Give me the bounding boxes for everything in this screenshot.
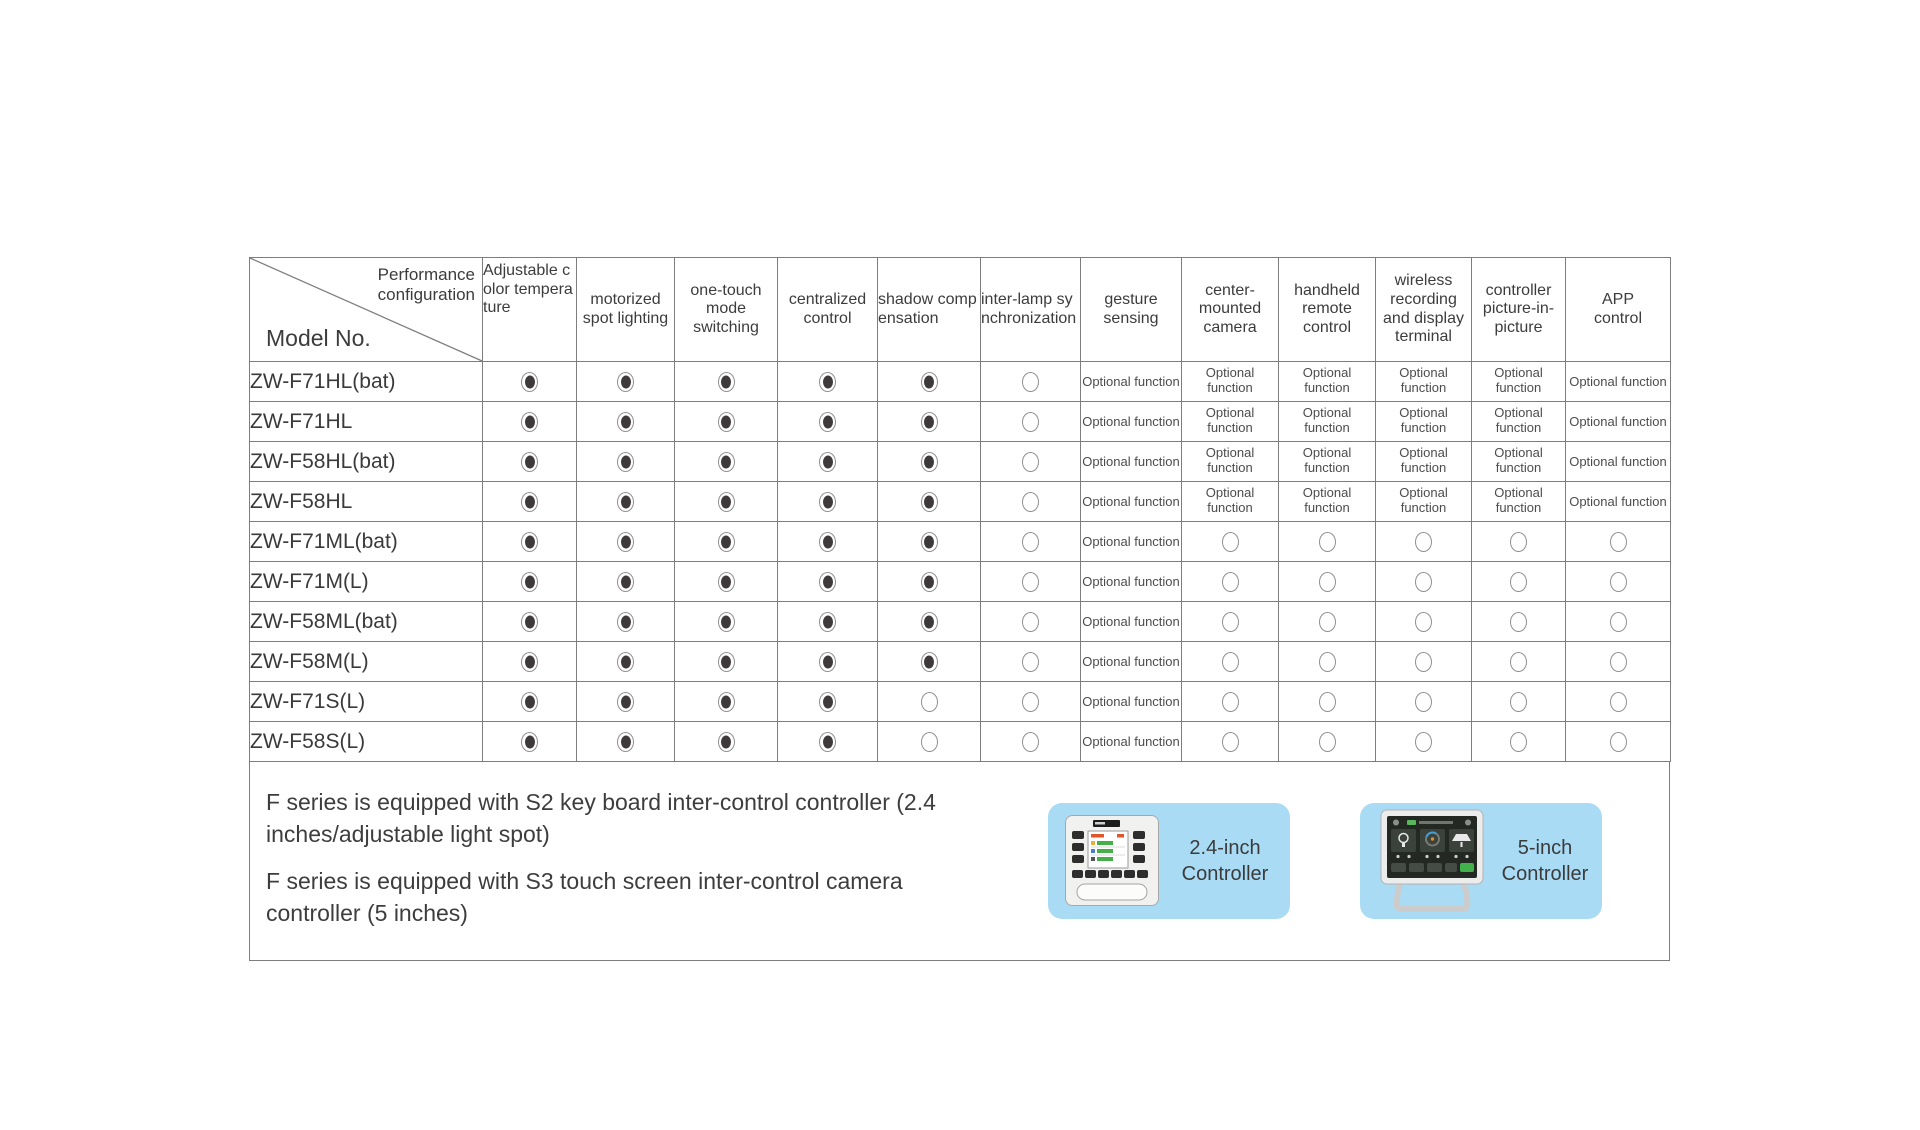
empty-circle-icon [1610,652,1627,672]
empty-circle-icon [1022,572,1039,592]
filled-circle-icon [718,612,735,632]
feature-included-cell [778,402,878,442]
feature-not-included-cell [1279,682,1376,722]
feature-optional-function-cell [1081,722,1182,762]
feature-not-included-cell [1566,602,1671,642]
empty-circle-icon [1319,572,1336,592]
feature-optional-function-cell [1472,442,1566,482]
filled-circle-icon [617,652,634,672]
empty-circle-icon [1319,612,1336,632]
filled-circle-icon [921,652,938,672]
optional-function-text: Optional function [1205,485,1255,515]
feature-not-included-cell [1472,562,1566,602]
feature-included-cell [778,602,878,642]
feature-not-included-cell [1182,642,1279,682]
empty-circle-icon [1510,612,1527,632]
empty-circle-icon [1510,532,1527,552]
filled-circle-icon [718,532,735,552]
filled-circle-icon [718,732,735,752]
controller-2-4-inch-label: 2.4-inch Controller [1181,837,1269,885]
feature-not-included-cell [1376,522,1472,562]
feature-included-cell [577,402,675,442]
note-s3-controller: F series is equipped with S3 touch screen inter-control camera controller (5 inches) [266,868,903,926]
filled-circle-icon [921,372,938,392]
feature-included-cell [778,442,878,482]
feature-optional-function-cell [1182,482,1279,522]
feature-included-cell [483,362,577,402]
optional-function-text: Optional function [1569,493,1667,509]
model-cell: ZW-F71S(L) [250,682,483,722]
feature-included-cell [483,682,577,722]
optional-function-text: Optional function [1205,365,1255,395]
optional-function-text: Optional function [1082,653,1180,669]
feature-optional-function-cell [1376,402,1472,442]
feature-not-included-cell [981,602,1081,642]
feature-included-cell [675,642,778,682]
filled-circle-icon [617,572,634,592]
feature-included-cell [483,642,577,682]
feature-optional-function-cell [1279,442,1376,482]
empty-circle-icon [1415,652,1432,672]
table-row [250,402,1671,442]
optional-function-text: Optional function [1302,365,1352,395]
feature-not-included-cell [1472,522,1566,562]
filled-circle-icon [521,572,538,592]
optional-function-text: Optional function [1082,613,1180,629]
column-header-inter-lamp-synchronization: inter-lamp synchronization [981,258,1081,362]
feature-included-cell [778,682,878,722]
optional-function-text: Optional function [1494,365,1543,395]
feature-optional-function-cell [1376,362,1472,402]
feature-optional-function-cell [1566,442,1671,482]
feature-not-included-cell [1566,522,1671,562]
feature-included-cell [577,642,675,682]
feature-not-included-cell [1182,522,1279,562]
filled-circle-icon [617,532,634,552]
filled-circle-icon [819,532,836,552]
column-header-controller-picture-in-picture: controller picture-in-picture [1472,258,1566,362]
column-header-gesture-sensing: gesture sensing [1081,258,1182,362]
controller-5-inch-label: 5-inch Controller [1501,837,1589,885]
column-header-adjustable-color-temperature: Adjustable color temperature [483,258,577,362]
feature-optional-function-cell [1081,442,1182,482]
filled-circle-icon [921,572,938,592]
feature-not-included-cell [1376,562,1472,602]
feature-optional-function-cell [1279,482,1376,522]
optional-function-text: Optional function [1082,533,1180,549]
empty-circle-icon [1415,532,1432,552]
feature-included-cell [577,722,675,762]
table-row [250,642,1671,682]
feature-included-cell [675,682,778,722]
table-row [250,362,1671,402]
filled-circle-icon [521,732,538,752]
feature-included-cell [778,362,878,402]
feature-included-cell [483,442,577,482]
table-row [250,602,1671,642]
optional-function-text: Optional function [1082,373,1180,389]
feature-optional-function-cell [1566,482,1671,522]
feature-not-included-cell [1182,722,1279,762]
optional-function-text: Optional function [1494,485,1543,515]
filled-circle-icon [921,452,938,472]
column-header-app-control: APP control [1566,258,1671,362]
performance-table [249,257,1671,762]
empty-circle-icon [1610,732,1627,752]
filled-circle-icon [617,732,634,752]
feature-included-cell [675,402,778,442]
filled-circle-icon [819,492,836,512]
feature-included-cell [778,722,878,762]
feature-optional-function-cell [1182,402,1279,442]
feature-optional-function-cell [1472,402,1566,442]
optional-function-text: Optional function [1302,485,1352,515]
feature-included-cell [675,362,778,402]
empty-circle-icon [1022,732,1039,752]
feature-optional-function-cell [1081,522,1182,562]
feature-not-included-cell [981,642,1081,682]
feature-included-cell [577,442,675,482]
optional-function-text: Optional function [1205,445,1255,475]
feature-optional-function-cell [1182,442,1279,482]
feature-not-included-cell [1279,602,1376,642]
footer-notes [266,786,936,944]
table-row [250,562,1671,602]
model-cell: ZW-F58ML(bat) [250,602,483,642]
optional-function-text: Optional function [1082,573,1180,589]
optional-function-text: Optional function [1205,405,1255,435]
feature-included-cell [878,642,981,682]
filled-circle-icon [819,652,836,672]
feature-not-included-cell [1376,642,1472,682]
optional-function-text: Optional function [1399,485,1448,515]
feature-included-cell [675,482,778,522]
optional-function-text: Optional function [1569,413,1667,429]
filled-circle-icon [819,692,836,712]
optional-function-text: Optional function [1302,445,1352,475]
filled-circle-icon [617,612,634,632]
feature-optional-function-cell [1081,402,1182,442]
feature-optional-function-cell [1376,482,1472,522]
feature-not-included-cell [1566,562,1671,602]
filled-circle-icon [819,732,836,752]
table-row [250,482,1671,522]
column-header-handheld-remote-control: handheld remote control [1279,258,1376,362]
feature-included-cell [483,562,577,602]
feature-included-cell [778,522,878,562]
feature-not-included-cell [1566,722,1671,762]
feature-not-included-cell [981,362,1081,402]
feature-not-included-cell [1279,642,1376,682]
filled-circle-icon [718,572,735,592]
feature-included-cell [483,722,577,762]
filled-circle-icon [521,492,538,512]
feature-not-included-cell [1566,682,1671,722]
feature-included-cell [878,442,981,482]
filled-circle-icon [819,612,836,632]
feature-not-included-cell [981,482,1081,522]
filled-circle-icon [718,452,735,472]
empty-circle-icon [1610,612,1627,632]
filled-circle-icon [521,452,538,472]
feature-not-included-cell [1472,602,1566,642]
empty-circle-icon [1022,492,1039,512]
empty-circle-icon [1610,692,1627,712]
feature-not-included-cell [1279,722,1376,762]
empty-circle-icon [1510,732,1527,752]
feature-included-cell [577,362,675,402]
empty-circle-icon [1415,732,1432,752]
feature-optional-function-cell [1182,362,1279,402]
feature-included-cell [878,482,981,522]
feature-not-included-cell [1182,602,1279,642]
feature-included-cell [675,722,778,762]
feature-optional-function-cell [1566,402,1671,442]
feature-included-cell [878,522,981,562]
feature-not-included-cell [981,722,1081,762]
filled-circle-icon [819,452,836,472]
feature-included-cell [483,482,577,522]
filled-circle-icon [617,492,634,512]
feature-not-included-cell [981,402,1081,442]
optional-function-text: Optional function [1082,413,1180,429]
column-header-wireless-recording-and-display-terminal: wireless recording and display terminal [1376,258,1472,362]
filled-circle-icon [921,532,938,552]
feature-optional-function-cell [1376,442,1472,482]
empty-circle-icon [1222,612,1239,632]
feature-included-cell [577,682,675,722]
empty-circle-icon [1510,572,1527,592]
empty-circle-icon [1222,652,1239,672]
column-header-one-touch-mode-switching: one-touch mode switching [675,258,778,362]
model-cell: ZW-F58HL(bat) [250,442,483,482]
filled-circle-icon [521,612,538,632]
feature-not-included-cell [1376,602,1472,642]
optional-function-text: Optional function [1494,445,1543,475]
controller-card-5-inch [1360,803,1602,919]
empty-circle-icon [1022,452,1039,472]
optional-function-text: Optional function [1569,373,1667,389]
empty-circle-icon [1510,652,1527,672]
filled-circle-icon [617,412,634,432]
column-header-center-mounted-camera: center-mounted camera [1182,258,1279,362]
feature-not-included-cell [1279,522,1376,562]
feature-optional-function-cell [1081,642,1182,682]
optional-function-text: Optional function [1399,405,1448,435]
feature-included-cell [878,362,981,402]
feature-included-cell [483,402,577,442]
empty-circle-icon [1415,692,1432,712]
empty-circle-icon [1319,732,1336,752]
feature-included-cell [878,402,981,442]
feature-not-included-cell [1376,722,1472,762]
controller-2-4-inch-image [1064,814,1160,908]
model-cell: ZW-F71ML(bat) [250,522,483,562]
feature-not-included-cell [1472,682,1566,722]
filled-circle-icon [521,652,538,672]
controller-card-2-4-inch [1048,803,1290,919]
filled-circle-icon [521,372,538,392]
empty-circle-icon [1022,532,1039,552]
filled-circle-icon [819,372,836,392]
feature-included-cell [675,602,778,642]
empty-circle-icon [1510,692,1527,712]
feature-not-included-cell [1472,642,1566,682]
note-s2-controller: F series is equipped with S2 key board inter-control controller (2.4 inches/adjustable light spot) [266,789,936,847]
empty-circle-icon [1319,692,1336,712]
optional-function-text: Optional function [1399,445,1448,475]
table-row [250,442,1671,482]
filled-circle-icon [718,412,735,432]
filled-circle-icon [718,692,735,712]
feature-included-cell [577,482,675,522]
table-row [250,522,1671,562]
footer-section [249,762,1670,961]
model-cell: ZW-F71HL(bat) [250,362,483,402]
filled-circle-icon [521,692,538,712]
corner-model-label: Model No. [266,325,371,352]
feature-not-included-cell [1279,562,1376,602]
optional-function-text: Optional function [1569,453,1667,469]
filled-circle-icon [921,492,938,512]
feature-optional-function-cell [1081,562,1182,602]
feature-included-cell [577,522,675,562]
feature-not-included-cell [1472,722,1566,762]
empty-circle-icon [1319,652,1336,672]
model-cell: ZW-F58S(L) [250,722,483,762]
empty-circle-icon [1022,612,1039,632]
feature-included-cell [878,602,981,642]
empty-circle-icon [1222,732,1239,752]
empty-circle-icon [1415,612,1432,632]
empty-circle-icon [1022,372,1039,392]
feature-not-included-cell [981,682,1081,722]
feature-included-cell [675,562,778,602]
optional-function-text: Optional function [1082,693,1180,709]
empty-circle-icon [1022,692,1039,712]
table-row [250,722,1671,762]
feature-optional-function-cell [1279,402,1376,442]
empty-circle-icon [1222,532,1239,552]
feature-not-included-cell [981,522,1081,562]
model-cell: ZW-F58M(L) [250,642,483,682]
feature-not-included-cell [878,682,981,722]
feature-optional-function-cell [1081,602,1182,642]
feature-optional-function-cell [1472,482,1566,522]
filled-circle-icon [617,372,634,392]
feature-included-cell [778,562,878,602]
feature-included-cell [675,522,778,562]
feature-optional-function-cell [1081,362,1182,402]
optional-function-text: Optional function [1399,365,1448,395]
controller-5-inch-image [1376,808,1488,914]
model-cell: ZW-F71HL [250,402,483,442]
feature-not-included-cell [981,442,1081,482]
filled-circle-icon [921,412,938,432]
corner-cell [250,258,483,362]
feature-included-cell [577,602,675,642]
feature-included-cell [483,522,577,562]
empty-circle-icon [1222,572,1239,592]
feature-optional-function-cell [1081,482,1182,522]
filled-circle-icon [521,412,538,432]
feature-optional-function-cell [1279,362,1376,402]
column-header-shadow-compensation: shadow compensation [878,258,981,362]
filled-circle-icon [617,452,634,472]
feature-included-cell [577,562,675,602]
filled-circle-icon [921,612,938,632]
empty-circle-icon [1415,572,1432,592]
column-header-centralized-control: centralized control [778,258,878,362]
feature-optional-function-cell [1566,362,1671,402]
feature-included-cell [778,482,878,522]
feature-included-cell [483,602,577,642]
feature-not-included-cell [1182,682,1279,722]
empty-circle-icon [1610,572,1627,592]
feature-included-cell [675,442,778,482]
filled-circle-icon [718,652,735,672]
filled-circle-icon [521,532,538,552]
feature-not-included-cell [981,562,1081,602]
empty-circle-icon [1222,692,1239,712]
optional-function-text: Optional function [1082,733,1180,749]
model-cell: ZW-F71M(L) [250,562,483,602]
optional-function-text: Optional function [1082,493,1180,509]
empty-circle-icon [1319,532,1336,552]
feature-not-included-cell [878,722,981,762]
empty-circle-icon [921,732,938,752]
feature-included-cell [878,562,981,602]
header-row [250,258,1671,362]
optional-function-text: Optional function [1494,405,1543,435]
optional-function-text: Optional function [1302,405,1352,435]
optional-function-text: Optional function [1082,453,1180,469]
feature-not-included-cell [1566,642,1671,682]
empty-circle-icon [1022,412,1039,432]
corner-performance-label: Performance configuration [377,265,475,305]
model-cell: ZW-F58HL [250,482,483,522]
filled-circle-icon [819,572,836,592]
filled-circle-icon [718,492,735,512]
column-header-motorized-spot-lighting: motorized spot lighting [577,258,675,362]
empty-circle-icon [921,692,938,712]
feature-not-included-cell [1376,682,1472,722]
filled-circle-icon [718,372,735,392]
filled-circle-icon [617,692,634,712]
feature-optional-function-cell [1472,362,1566,402]
filled-circle-icon [819,412,836,432]
feature-not-included-cell [1182,562,1279,602]
empty-circle-icon [1610,532,1627,552]
table-row [250,682,1671,722]
empty-circle-icon [1022,652,1039,672]
spec-sheet [249,257,1672,961]
feature-optional-function-cell [1081,682,1182,722]
feature-included-cell [778,642,878,682]
